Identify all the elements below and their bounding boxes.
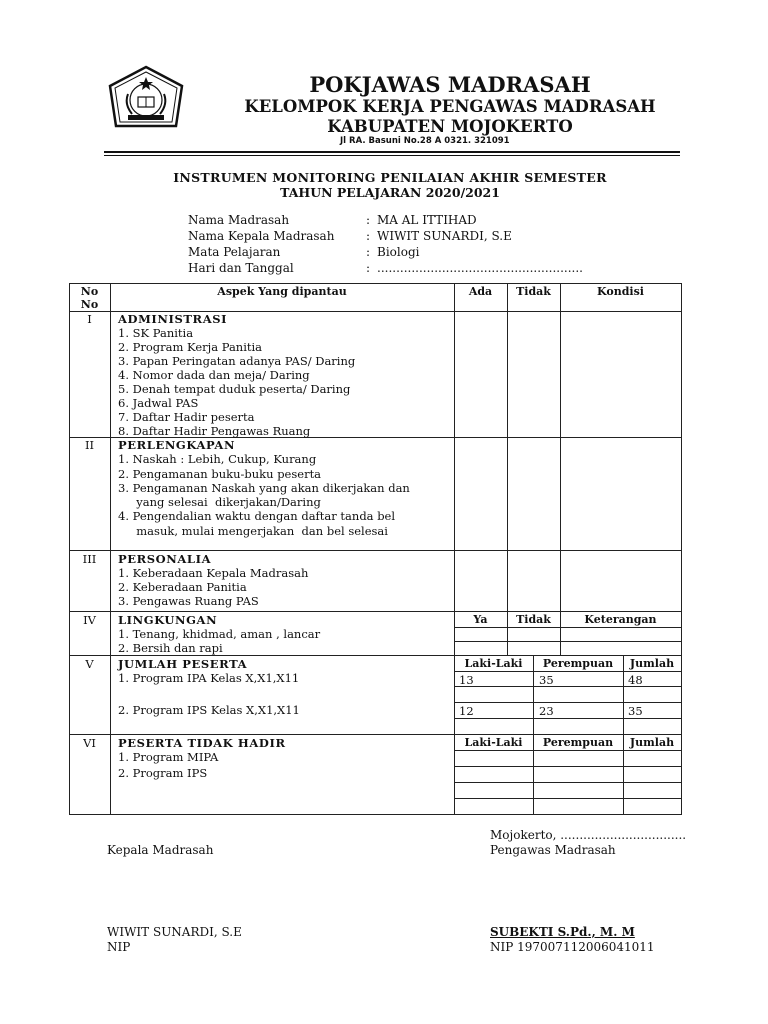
subheader-perempuan: Perempuan [542, 736, 614, 749]
row-line [69, 734, 682, 735]
row-line [454, 750, 682, 751]
info-label: Nama Kepala Madrasah [188, 229, 335, 243]
org-region: KABUPATEN MOJOKERTO [327, 117, 573, 136]
list-item: 2. Program Kerja Panitia [118, 340, 263, 354]
list-item: 3. Pengamanan Naskah yang akan dikerjakan dan [118, 481, 410, 495]
column-line [507, 283, 508, 655]
header-no: No [80, 298, 99, 311]
list-item: 1. Program IPA Kelas X,X1,X11 [118, 671, 300, 685]
section-number: IV [83, 613, 96, 627]
document-title: INSTRUMEN MONITORING PENILAIAN AKHIR SEMESTER [173, 170, 607, 185]
row-line [69, 611, 682, 612]
row-line [454, 671, 682, 672]
row-line [454, 766, 682, 767]
section-title: ADMINISTRASI [118, 312, 228, 326]
section-title: PESERTA TIDAK HADIR [118, 736, 286, 750]
ipa-jumlah-value: 48 [628, 673, 643, 687]
left-signer-name: WIWIT SUNARDI, S.E [107, 925, 242, 939]
section-title: JUMLAH PESERTA [118, 657, 248, 671]
list-item: 2. Pengamanan buku-buku peserta [118, 467, 322, 481]
section-title: LINGKUNGAN [118, 613, 218, 627]
list-item: 1. SK Panitia [118, 326, 194, 340]
list-item: 2. Program IPS [118, 766, 208, 780]
info-colon: : [366, 229, 371, 243]
subheader-tidak: Tidak [516, 613, 551, 626]
header-aspek: Aspek Yang dipantau [217, 285, 347, 298]
section-title: PERLENGKAPAN [118, 438, 236, 452]
section-number: II [84, 438, 95, 452]
subheader-keterangan: Keterangan [584, 613, 657, 626]
header-rule-thin [104, 155, 680, 156]
kemenag-logo [106, 64, 186, 132]
info-value: Biologi [377, 245, 420, 259]
list-item: 1. Keberadaan Kepala Madrasah [118, 566, 309, 580]
place-date: Mojokerto, ................................. [490, 828, 687, 842]
subheader-jumlah: Jumlah [629, 657, 675, 670]
column-line [110, 283, 111, 815]
list-item: 5. Denah tempat duduk peserta/ Daring [118, 382, 351, 396]
row-line [454, 686, 682, 687]
subheader-laki: Laki-Laki [464, 657, 523, 670]
list-item: 2. Keberadaan Panitia [118, 580, 247, 594]
info-label: Nama Madrasah [188, 213, 290, 227]
row-line [69, 655, 682, 656]
list-item: masuk, mulai mengerjakan dan bel selesai [118, 524, 388, 538]
list-item: 4. Nomor dada dan meja/ Daring [118, 368, 310, 382]
info-colon: : [366, 213, 371, 227]
right-signer-name: SUBEKTI S.Pd., M. M [490, 925, 635, 939]
list-item: 6. Jadwal PAS [118, 396, 199, 410]
subheader-ya: Ya [473, 613, 488, 626]
row-line [454, 798, 682, 799]
list-item: 2. Bersih dan rapi [118, 641, 223, 655]
list-item: 3. Pengawas Ruang PAS [118, 594, 259, 608]
row-line [454, 641, 682, 642]
list-item: 7. Daftar Hadir peserta [118, 410, 255, 424]
ips-laki-value: 12 [459, 704, 474, 718]
list-item: 4. Pengendalian waktu dengan daftar tanda bel [118, 509, 396, 523]
info-value: ...................................................... [377, 261, 583, 275]
org-subtitle: KELOMPOK KERJA PENGAWAS MADRASAH [244, 97, 656, 116]
left-signer-nip: NIP [107, 940, 131, 954]
document-year: TAHUN PELAJARAN 2020/2021 [280, 185, 500, 200]
list-item: 1. Program MIPA [118, 750, 219, 764]
section-number: V [85, 657, 94, 671]
list-item: 2. Program IPS Kelas X,X1,X11 [118, 703, 300, 717]
info-value: MA AL ITTIHAD [377, 213, 477, 227]
header-kondisi: Kondisi [597, 285, 644, 298]
ipa-laki-value: 13 [459, 673, 474, 687]
section-title: PERSONALIA [118, 552, 212, 566]
list-item: yang selesai dikerjakan/Daring [118, 495, 321, 509]
header-tidak: Tidak [516, 285, 551, 298]
right-signer-nip: NIP 197007112006041011 [490, 940, 655, 954]
right-signer-role: Pengawas Madrasah [490, 843, 616, 857]
section-number: I [87, 312, 92, 326]
info-value: WIWIT SUNARDI, S.E [377, 229, 512, 243]
column-line [560, 283, 561, 655]
section-number: III [82, 552, 97, 566]
list-item: 3. Papan Peringatan adanya PAS/ Daring [118, 354, 356, 368]
info-row-kepala [0, 228, 768, 244]
list-item: 1. Naskah : Lebih, Cukup, Kurang [118, 452, 317, 466]
row-line [454, 718, 682, 719]
info-colon: : [366, 245, 371, 259]
info-row-mapel [0, 244, 768, 260]
left-signer-role: Kepala Madrasah [107, 843, 214, 857]
header-no: No [80, 285, 99, 298]
header-rule [104, 151, 680, 153]
header-ada: Ada [468, 285, 493, 298]
info-label: Hari dan Tanggal [188, 261, 294, 275]
org-title: POKJAWAS MADRASAH [309, 72, 591, 97]
info-colon: : [366, 261, 371, 275]
section-number: VI [83, 736, 96, 750]
info-label: Mata Pelajaran [188, 245, 281, 259]
subheader-laki: Laki-Laki [464, 736, 523, 749]
table-border [681, 283, 682, 815]
ipa-perempuan-value: 35 [539, 673, 554, 687]
row-line [454, 627, 682, 628]
info-row-madrasah [0, 212, 768, 228]
org-address: Jl RA. Basuni No.28 A 0321. 321091 [340, 136, 510, 146]
list-item: 8. Daftar Hadir Pengawas Ruang [118, 424, 311, 438]
row-line [69, 550, 682, 551]
row-line [454, 782, 682, 783]
subheader-perempuan: Perempuan [542, 657, 614, 670]
table-border [69, 283, 682, 284]
ips-perempuan-value: 23 [539, 704, 554, 718]
table-border [69, 814, 682, 815]
subheader-jumlah: Jumlah [629, 736, 675, 749]
list-item: 1. Tenang, khidmad, aman , lancar [118, 627, 321, 641]
ips-jumlah-value: 35 [628, 704, 643, 718]
info-row-hari [0, 260, 768, 276]
row-line [454, 702, 682, 703]
